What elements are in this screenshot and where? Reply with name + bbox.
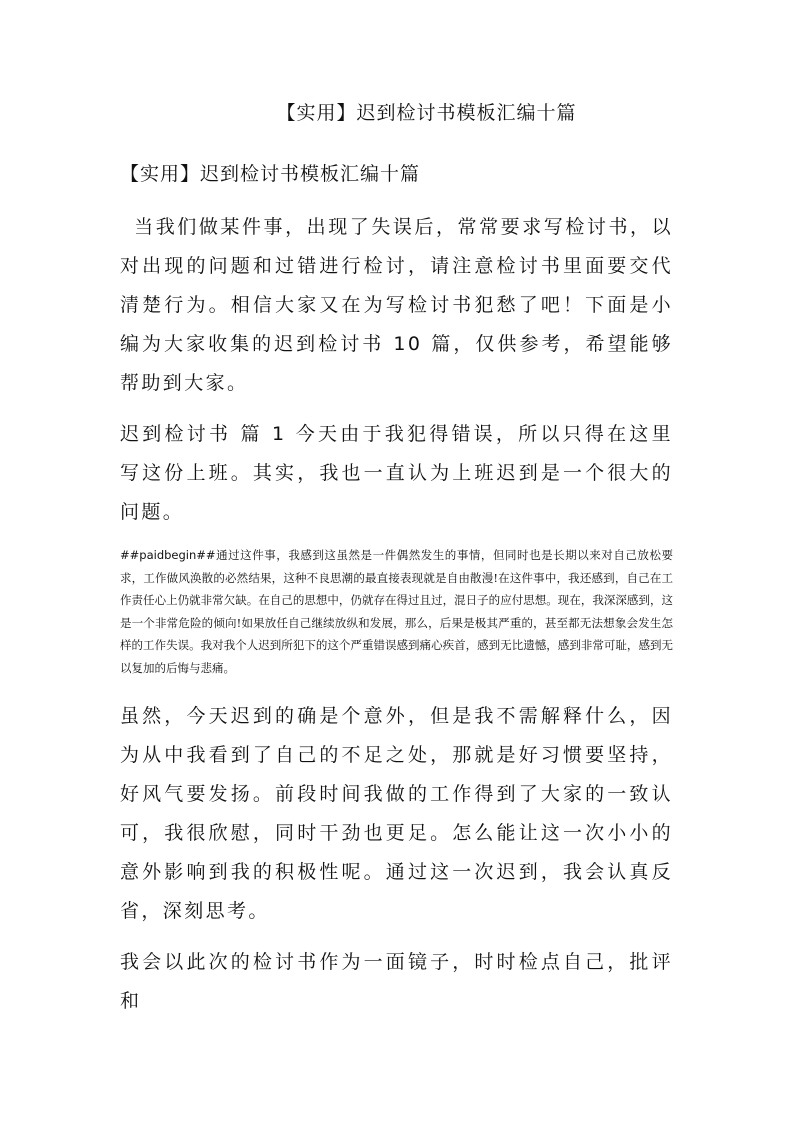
section1-opening-paragraph: 迟到检讨书 篇 1 今天由于我犯得错误，所以只得在这里写这份上班。其实，我也一直认为上班迟到是一个很大的问题。 [120, 423, 673, 523]
paragraph-2: 虽然，今天迟到的确是个意外，但是我不需解释什么，因为从中我看到了自己的不足之处，那就是好习惯要坚持，好风气要发扬。前段时间我做的工作得到了大家的一致认可，我很欣慰，同时干劲也更足。怎么能让这一次小小的意外影响到我的积极性呢。通过这一次迟到，我会认真反省，深刻思考。 [120, 705, 673, 922]
paid-marker: ##paidbegin## [120, 548, 216, 562]
small-paragraph [120, 544, 673, 679]
intro-text: 当我们做某件事，出现了失误后，常常要求写检讨书，以对出现的问题和过错进行检讨，请注意检讨书里面要交代清楚行为。相信大家又在为写检讨书犯愁了吧！下面是小编为大家收集的迟到检讨书 10 篇，仅供参考，希望能够帮助到大家。 [120, 216, 673, 394]
document-title: 【实用】迟到检讨书模板汇编十篇 [276, 102, 577, 124]
paragraph-3: 我会以此次的检讨书作为一面镜子，时时检点自己，批评和 [120, 951, 673, 1012]
document-subtitle: 【实用】迟到检讨书模板汇编十篇 [120, 163, 421, 185]
intro-paragraph [120, 208, 673, 403]
small-paragraph-text: 通过这件事，我感到这虽然是一件偶然发生的事情，但同时也是长期以来对自己放松要求，工作做风涣散的必然结果，这种不良思潮的最直接表现就是自由散漫!在这件事中，我还感到，自己在工作责任心上仍就非常欠缺。在自己的思想中，仍就存在得过且过，混日子的应付思想。现在，我深深感到，这是一个非常危险的倾向!如果放任自己继续放纵和发展，那么，后果是极其严重的，甚至都无法想象会发生怎样的工作失误。我对我个人迟到所犯下的这个严重错误感到痛心疾首，感到无比遗憾，感到非常可耻，感到无以复加的后悔与悲痛。 [120, 548, 673, 675]
